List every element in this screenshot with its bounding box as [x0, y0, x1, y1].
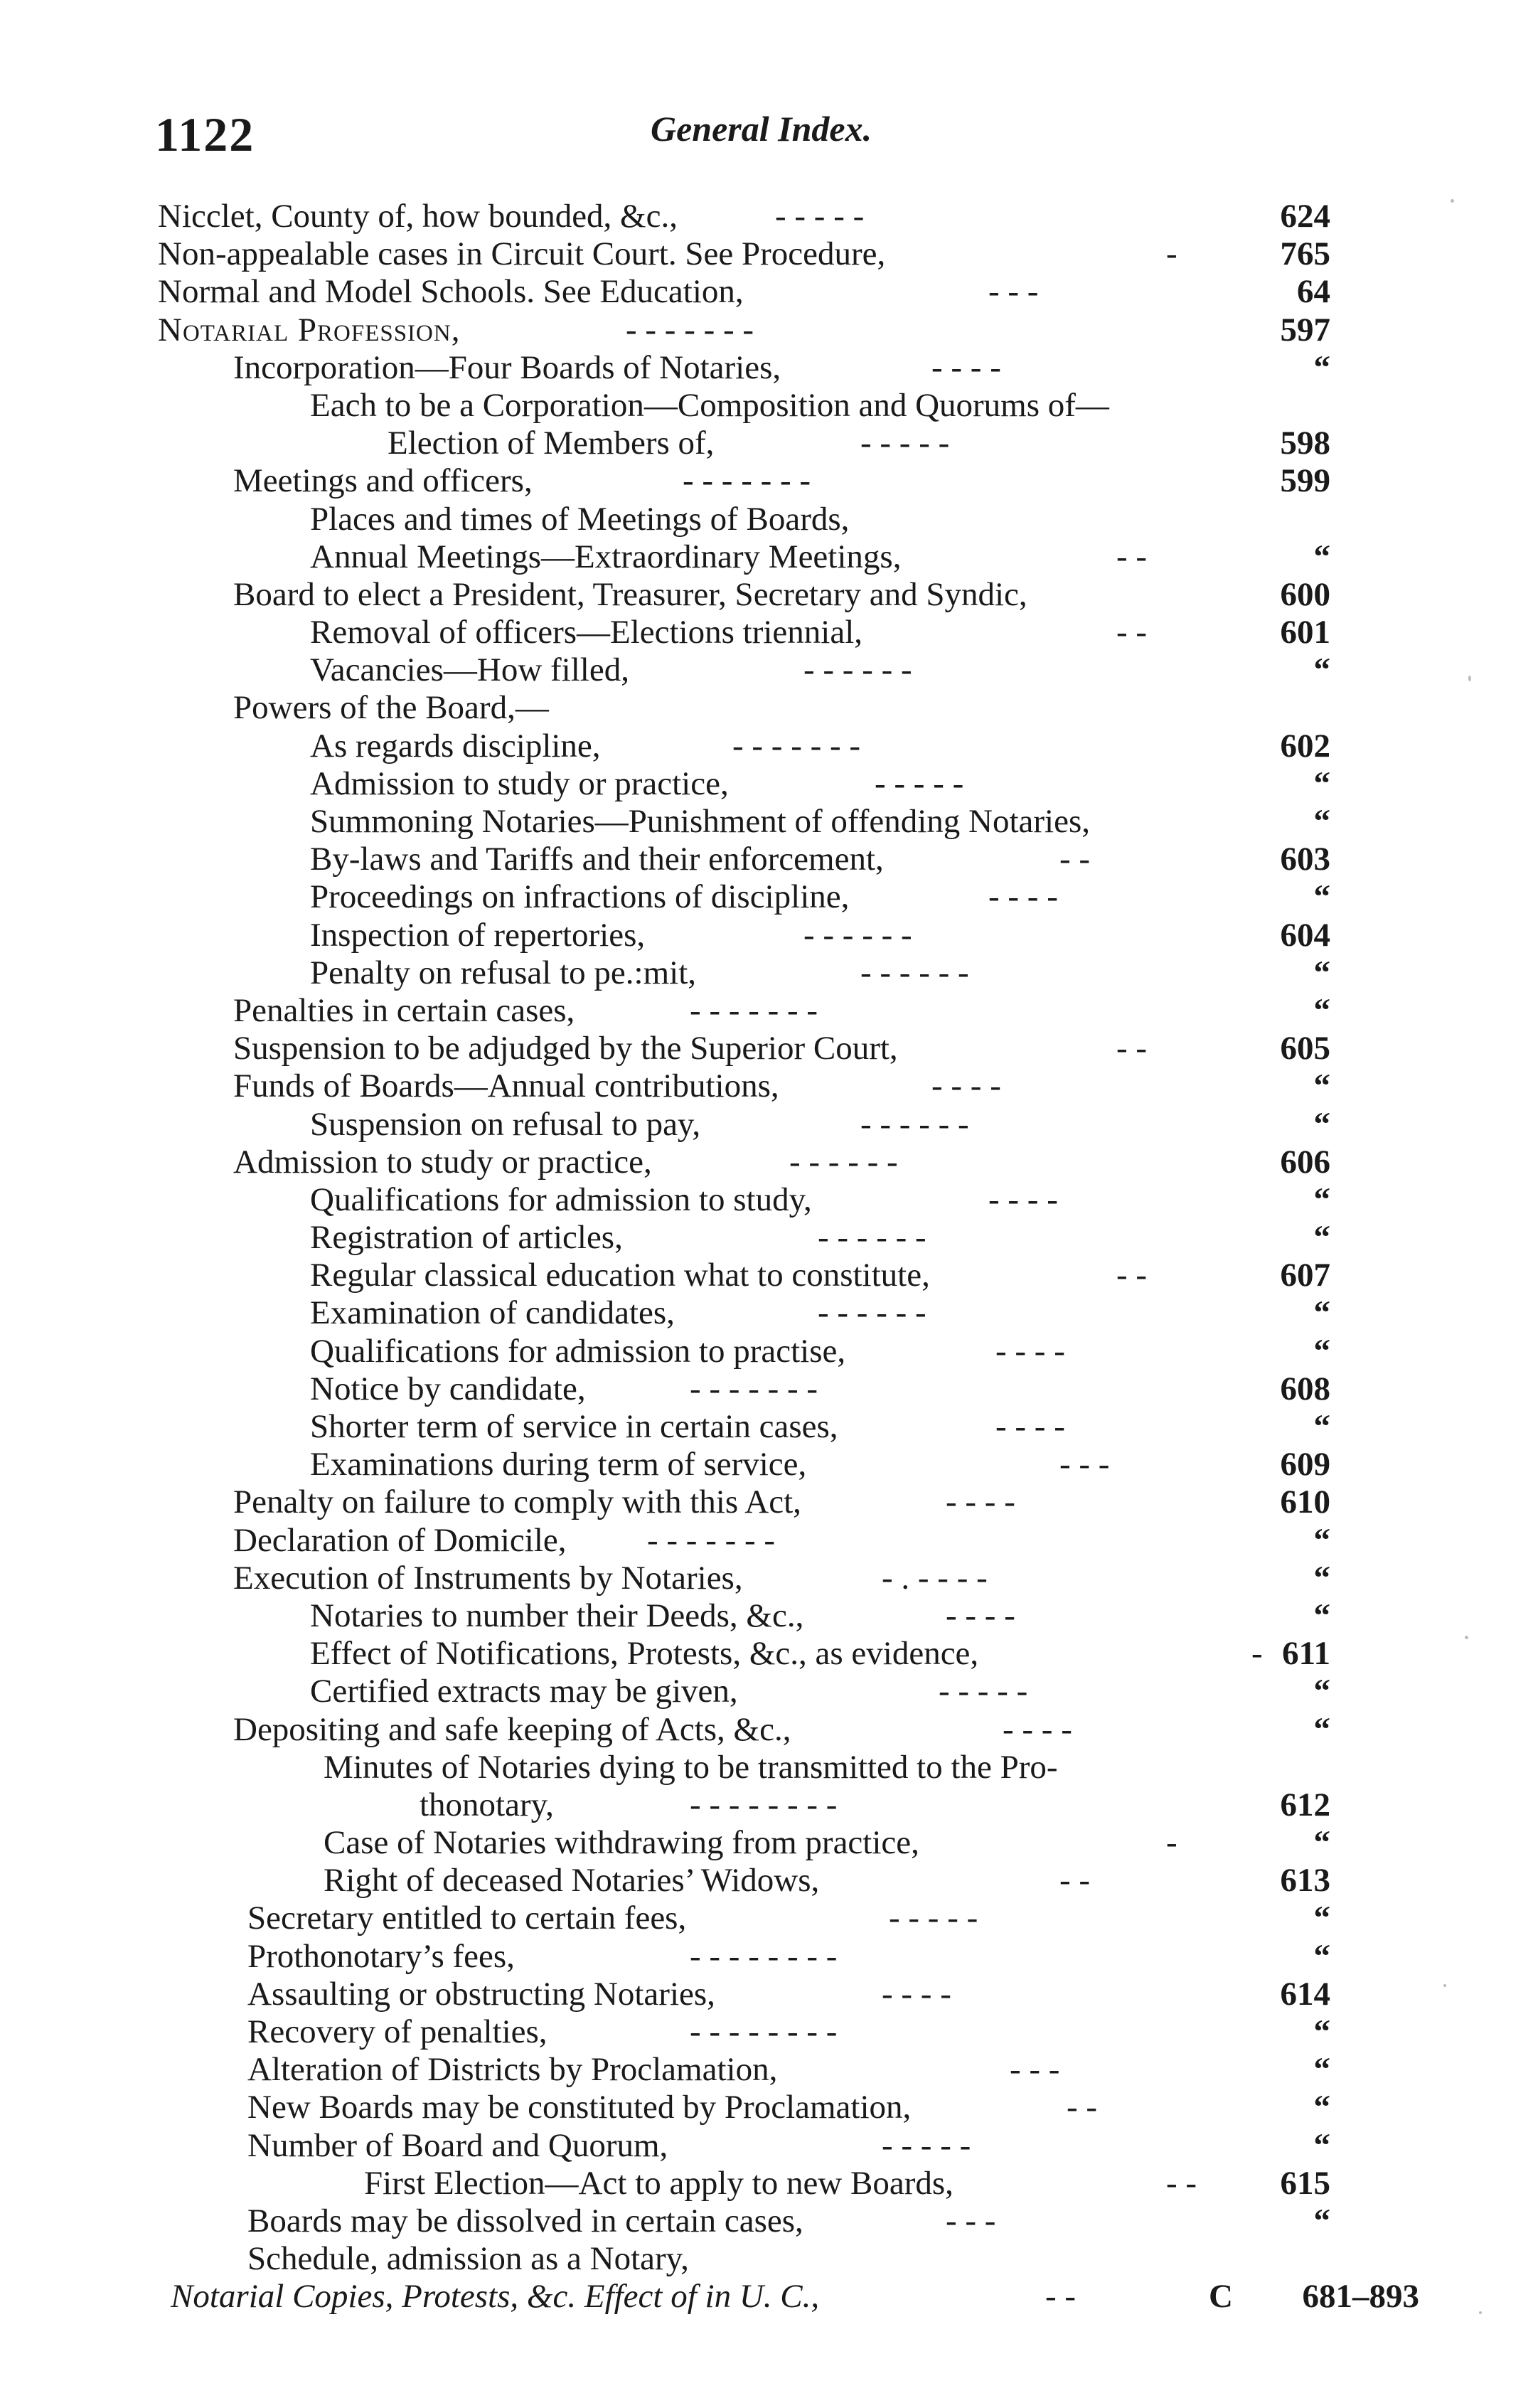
page-ref: 605	[1280, 1030, 1330, 1067]
index-entry	[0, 425, 1533, 462]
leader-dashes: - -	[1045, 2278, 1077, 2316]
leader-dashes: - - - -	[1003, 1710, 1072, 1748]
leader-dashes: - - -	[1010, 2051, 1060, 2089]
leader-dashes: - - - -	[882, 1975, 951, 2013]
entry-text: Places and times of Meetings of Boards,	[310, 500, 850, 538]
entry-text: Proceedings on infractions of discipline,	[310, 878, 850, 916]
page-ref: 604	[1280, 916, 1330, 954]
index-entry	[0, 651, 1533, 689]
page-ref: “	[1313, 538, 1330, 575]
entry-text: Nicclet, County of, how bounded, &c.,	[158, 198, 678, 235]
page-ref: “	[1313, 1559, 1330, 1597]
page-ref: “	[1313, 2013, 1330, 2050]
page-ref: 64	[1297, 273, 1330, 311]
entry-text: Number of Board and Quorum,	[247, 2126, 668, 2164]
index-entry	[0, 1711, 1533, 1749]
index-entry	[0, 462, 1533, 500]
entry-text: Depositing and safe keeping of Acts, &c.,	[233, 1710, 791, 1748]
index-entry	[0, 1635, 1533, 1673]
scan-speck	[1468, 676, 1471, 681]
page-ref: “	[1313, 803, 1330, 840]
leader-dashes: - - - -	[946, 1597, 1015, 1634]
leader-dashes: - - - -	[931, 348, 1001, 386]
index-entry	[0, 1673, 1533, 1710]
page-ref: 611	[1282, 1635, 1330, 1673]
leader-dashes: - -	[1116, 614, 1148, 651]
index-entry	[0, 387, 1533, 425]
scan-speck	[1443, 1984, 1446, 1987]
page-ref: “	[1313, 2051, 1330, 2089]
index-entry	[0, 311, 1533, 349]
page-ref: “	[1313, 1332, 1330, 1370]
leader-dashes: -	[1251, 1635, 1263, 1673]
leader-dashes: -	[1166, 235, 1177, 273]
index-entry	[0, 501, 1533, 538]
leader-dashes: - - - -	[995, 1408, 1065, 1445]
leader-dashes: - - -	[946, 2202, 996, 2239]
entry-text: Assaulting or obstructing Notaries,	[247, 1975, 715, 2013]
leader-dashes: - - - - - -	[860, 954, 969, 991]
leader-dashes: - - - - - - - -	[690, 1937, 838, 1975]
entry-text: Qualifications for admission to study,	[310, 1181, 812, 1218]
page-ref: 613	[1280, 1862, 1330, 1900]
page-ref: 681–893	[1302, 2278, 1419, 2316]
entry-text: Execution of Instruments by Notaries,	[233, 1559, 743, 1597]
leader-dashes: - - - - -	[889, 1900, 978, 1937]
page-ref: “	[1313, 651, 1330, 689]
entry-text: Admission to study or practice,	[233, 1143, 652, 1181]
index-entry	[0, 2165, 1533, 2202]
entry-text: Inspection of repertories,	[310, 916, 646, 954]
leader-dashes: - - - - -	[775, 198, 865, 235]
entry-text: Recovery of penalties,	[247, 2013, 548, 2050]
index-entry	[0, 538, 1533, 576]
index-entry	[0, 1597, 1533, 1635]
index-entry	[0, 1294, 1533, 1332]
index-entry	[0, 1370, 1533, 1408]
entry-text: Boards may be dissolved in certain cases,	[247, 2202, 803, 2239]
index-entry	[0, 1938, 1533, 1976]
index-list	[0, 198, 1533, 2316]
entry-text: Each to be a Corporation—Composition and Quorums of—	[310, 386, 1109, 424]
index-entry	[0, 728, 1533, 765]
entry-text: By-laws and Tariffs and their enforcement,	[310, 841, 884, 878]
index-entry	[0, 576, 1533, 614]
index-entry	[0, 1976, 1533, 2013]
index-entry	[0, 1408, 1533, 1446]
entry-text: Minutes of Notaries dying to be transmitted to the Pro-	[324, 1748, 1058, 1786]
entry-text: Suspension on refusal to pay,	[310, 1105, 701, 1143]
index-entry	[0, 1483, 1533, 1521]
leader-dashes: - - - -	[995, 1332, 1065, 1370]
leader-dashes: - - - - - -	[789, 1143, 898, 1181]
leader-dashes: - - - - -	[860, 425, 950, 462]
leader-dashes: - - - -	[988, 1181, 1058, 1218]
index-entry	[0, 198, 1533, 235]
leader-dashes: - - - - -	[939, 1673, 1028, 1710]
entry-text: Shorter term of service in certain cases,	[310, 1408, 838, 1445]
entry-text: Notarial Copies, Protests, &c. Effect of in U. C.,	[171, 2278, 820, 2316]
entry-text: Election of Members of,	[388, 425, 715, 462]
entry-text: Board to elect a President, Treasurer, Secretary and Syndic,	[233, 575, 1027, 613]
index-entry	[0, 1560, 1533, 1597]
index-entry	[0, 803, 1533, 841]
index-entry	[0, 614, 1533, 651]
page-ref: 765	[1280, 235, 1330, 273]
leader-dashes: - -	[1166, 2164, 1197, 2202]
leader-dashes: - - - - - -	[803, 916, 912, 954]
entry-text: Summoning Notaries—Punishment of offending Notaries,	[310, 803, 1090, 840]
page-number: 1122	[155, 107, 255, 161]
page-ref: 607	[1280, 1257, 1330, 1294]
index-entry	[0, 2240, 1533, 2278]
entry-text: Vacancies—How filled,	[310, 651, 629, 689]
index-entry	[0, 1106, 1533, 1144]
index-entry	[0, 2013, 1533, 2051]
index-entry	[0, 1522, 1533, 1560]
leader-dashes: - - -	[1059, 1446, 1110, 1483]
page-ref: “	[1313, 954, 1330, 991]
page-ref: 610	[1280, 1483, 1330, 1521]
index-entry	[0, 1824, 1533, 1862]
leader-dashes: - -	[1059, 841, 1091, 878]
page-ref: 603	[1280, 841, 1330, 878]
index-entry	[0, 2051, 1533, 2089]
index-entry	[0, 878, 1533, 916]
page-ref: “	[1313, 1105, 1330, 1143]
index-entry	[0, 992, 1533, 1030]
page-ref: “	[1313, 1219, 1330, 1257]
leader-dashes: -	[1166, 1824, 1177, 1862]
leader-dashes: - - - - -	[882, 2126, 971, 2164]
leader-dashes: - . - - - -	[882, 1559, 988, 1597]
leader-dashes: - - - - - -	[818, 1294, 926, 1332]
entry-text: Penalty on refusal to pe.:mit,	[310, 954, 697, 991]
index-entry	[0, 2127, 1533, 2165]
index-entry	[0, 1181, 1533, 1219]
entry-text: Examination of candidates,	[310, 1294, 675, 1332]
index-entry	[0, 2278, 1533, 2316]
page-ref: 598	[1280, 425, 1330, 462]
page-ref: “	[1313, 1408, 1330, 1445]
index-entry	[0, 273, 1533, 311]
page-ref: “	[1313, 765, 1330, 802]
entry-text: Non-appealable cases in Circuit Court. See Procedure,	[158, 235, 886, 273]
page-ref: 600	[1280, 575, 1330, 613]
entry-text: Regular classical education what to constitute,	[310, 1257, 930, 1294]
index-entry	[0, 349, 1533, 387]
page-ref: 612	[1280, 1786, 1330, 1823]
entry-text: As regards discipline,	[310, 727, 601, 765]
page-ref: “	[1313, 348, 1330, 386]
index-entry	[0, 841, 1533, 878]
page-ref: “	[1313, 2089, 1330, 2126]
entry-text: Certified extracts may be given,	[310, 1673, 738, 1710]
leader-dashes: - - - - -	[875, 765, 964, 802]
entry-text: Notaries to number their Deeds, &c.,	[310, 1597, 804, 1634]
leader-dashes: - -	[1116, 1257, 1148, 1294]
index-entry	[0, 1446, 1533, 1483]
entry-text: Registration of articles,	[310, 1219, 623, 1257]
leader-dashes: - - - -	[988, 878, 1058, 916]
entry-text: Incorporation—Four Boards of Notaries,	[233, 348, 781, 386]
entry-text: Declaration of Domicile,	[233, 1521, 567, 1559]
leader-dashes: - - - -	[946, 1483, 1015, 1521]
leader-dashes: - - - - - -	[860, 1105, 969, 1143]
leader-dashes: - -	[1116, 538, 1148, 575]
leader-dashes: - -	[1067, 2089, 1098, 2126]
page-ref: “	[1313, 1900, 1330, 1937]
page-ref: “	[1313, 1673, 1330, 1710]
entry-text: First Election—Act to apply to new Boards,	[364, 2164, 954, 2202]
leader-dashes: - - - - - - -	[690, 1370, 818, 1407]
page-ref: 606	[1280, 1143, 1330, 1181]
leader-dashes: - - - -	[931, 1067, 1001, 1105]
entry-text: Case of Notaries withdrawing from practice,	[324, 1824, 919, 1862]
index-entry	[0, 1862, 1533, 1900]
index-entry	[0, 1144, 1533, 1181]
page-ref: “	[1313, 1294, 1330, 1332]
running-title: General Index.	[651, 109, 872, 149]
entry-text: Normal and Model Schools. See Education,	[158, 273, 744, 311]
leader-dashes: - - - - - - -	[732, 727, 861, 765]
leader-dashes: - - - - - - -	[690, 991, 818, 1029]
entry-text: Powers of the Board,—	[233, 689, 549, 727]
entry-text: Penalty on failure to comply with this Act,	[233, 1483, 801, 1521]
leader-dashes: - -	[1116, 1030, 1148, 1067]
leader-dashes: - - - - - - - -	[690, 1786, 838, 1823]
page-ref: “	[1313, 2202, 1330, 2239]
page-ref: 601	[1280, 614, 1330, 651]
entry-text: Suspension to be adjudged by the Superior Court,	[233, 1030, 898, 1067]
index-entry	[0, 765, 1533, 803]
leader-dashes: - - - - - - -	[647, 1521, 776, 1559]
volume-prefix: C	[1209, 2278, 1233, 2316]
index-entry	[0, 1219, 1533, 1257]
entry-text: Prothonotary’s fees,	[247, 1937, 515, 1975]
entry-text: thonotary,	[420, 1786, 554, 1823]
leader-dashes: - - - - - - - -	[690, 2013, 838, 2050]
entry-text: Right of deceased Notaries’ Widows,	[324, 1862, 820, 1900]
index-entry	[0, 1030, 1533, 1067]
leader-dashes: - - -	[988, 273, 1039, 311]
page-ref: “	[1313, 878, 1330, 916]
index-entry	[0, 1067, 1533, 1105]
scan-speck	[1465, 1636, 1468, 1639]
index-entry	[0, 2089, 1533, 2126]
entry-text: Annual Meetings—Extraordinary Meetings,	[310, 538, 902, 575]
page-ref: 609	[1280, 1446, 1330, 1483]
page-ref: 608	[1280, 1370, 1330, 1407]
page-ref: 597	[1280, 311, 1330, 348]
index-entry	[0, 917, 1533, 954]
entry-text: Notarial Profession,	[158, 311, 461, 348]
entry-text: Notice by candidate,	[310, 1370, 586, 1407]
leader-dashes: - - - - - -	[818, 1219, 926, 1257]
leader-dashes: - - - - - -	[803, 651, 912, 689]
page-ref: “	[1313, 1824, 1330, 1862]
entry-text: Alteration of Districts by Proclamation,	[247, 2051, 778, 2089]
page-ref: “	[1313, 1067, 1330, 1105]
leader-dashes: - -	[1059, 1862, 1091, 1900]
index-entry	[0, 954, 1533, 992]
page-ref: “	[1313, 1710, 1330, 1748]
page-ref: 599	[1280, 462, 1330, 500]
index-entry	[0, 1257, 1533, 1294]
index-entry	[0, 1749, 1533, 1786]
page-ref: “	[1313, 1597, 1330, 1634]
index-entry	[0, 1786, 1533, 1824]
page-ref: “	[1313, 2126, 1330, 2164]
page-ref: “	[1313, 1521, 1330, 1559]
page-ref: 624	[1280, 198, 1330, 235]
page-ref: 615	[1280, 2164, 1330, 2202]
page-ref: “	[1313, 991, 1330, 1029]
page-ref: “	[1313, 1937, 1330, 1975]
page-ref: 614	[1280, 1975, 1330, 2013]
entry-text: Removal of officers—Elections triennial,	[310, 614, 863, 651]
entry-text: Examinations during term of service,	[310, 1446, 807, 1483]
entry-text: Qualifications for admission to practise,	[310, 1332, 846, 1370]
entry-text: Effect of Notifications, Protests, &c., as evidence,	[310, 1635, 979, 1673]
page-ref: “	[1313, 1181, 1330, 1218]
index-entry	[0, 2202, 1533, 2240]
index-entry	[0, 235, 1533, 273]
scan-speck	[1451, 199, 1454, 203]
entry-text: New Boards may be constituted by Proclamation,	[247, 2089, 912, 2126]
page-ref: 602	[1280, 727, 1330, 765]
index-entry	[0, 1900, 1533, 1937]
leader-dashes: - - - - - - -	[626, 311, 754, 348]
entry-text: Funds of Boards—Annual contributions,	[233, 1067, 779, 1105]
index-entry	[0, 689, 1533, 727]
entry-text: Penalties in certain cases,	[233, 991, 575, 1029]
leader-dashes: - - - - - - -	[683, 462, 811, 500]
entry-text: Admission to study or practice,	[310, 765, 729, 802]
entry-text: Meetings and officers,	[233, 462, 533, 500]
entry-text: Schedule, admission as a Notary,	[247, 2240, 689, 2278]
index-entry	[0, 1333, 1533, 1370]
entry-text: Secretary entitled to certain fees,	[247, 1900, 687, 1937]
scan-speck	[1479, 2311, 1482, 2314]
